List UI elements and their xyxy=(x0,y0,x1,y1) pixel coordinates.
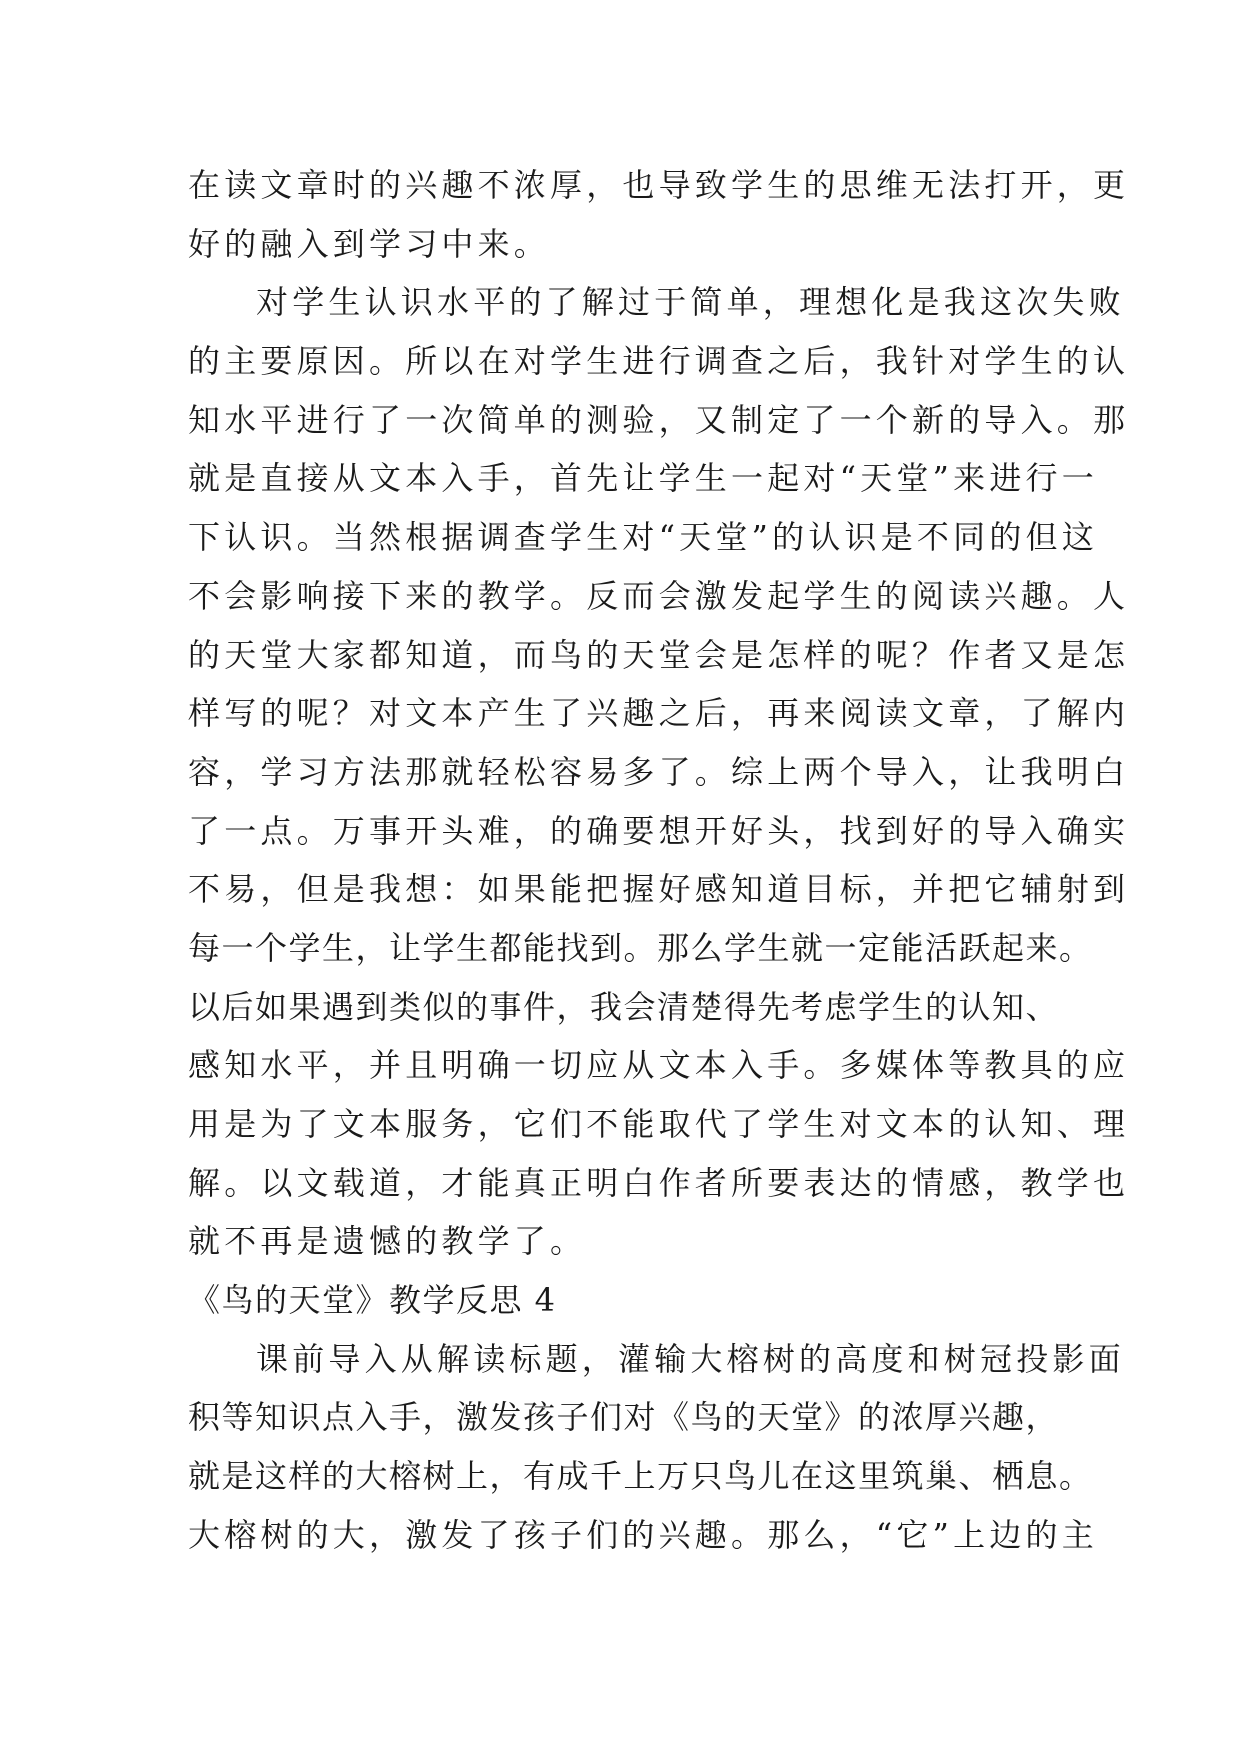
text-line: 不会影响接下来的教学。反而会激发起学生的阅读兴趣。人 xyxy=(188,576,1130,615)
text-line: 不易，但是我想：如果能把握好感知道目标，并把它辅射到 xyxy=(188,870,1130,909)
text-line: 就是直接从文本入手，首先让学生一起对“天堂”来进行一 xyxy=(188,459,1098,498)
text-line: 下认识。当然根据调查学生对“天堂”的认识是不同的但这 xyxy=(188,518,1098,557)
section-heading: 《鸟的天堂》教学反思 4 xyxy=(188,1281,557,1320)
text-line: 就是这样的大榕树上，有成千上万只鸟儿在这里筑巢、栖息。 xyxy=(188,1457,1093,1496)
text-line: 大榕树的大，激发了孩子们的兴趣。那么，“它”上边的主 xyxy=(188,1515,1098,1554)
text-line: 就不再是遗憾的教学了。 xyxy=(188,1222,587,1261)
text-line: 每一个学生，让学生都能找到。那么学生就一定能活跃起来。 xyxy=(188,928,1093,967)
text-line: 容，学习方法那就轻松容易多了。综上两个导入，让我明白 xyxy=(188,752,1130,791)
paragraph-1 xyxy=(188,156,1130,273)
text-line: 对学生认识水平的了解过于简单，理想化是我这次失败 xyxy=(256,283,1125,322)
text-line: 样写的呢？对文本产生了兴趣之后，再来阅读文章，了解内 xyxy=(188,694,1130,733)
text-line: 好的融入到学习中来。 xyxy=(188,224,551,263)
text-line: 感知水平，并且明确一切应从文本入手。多媒体等教具的应 xyxy=(188,1046,1130,1085)
text-line: 的主要原因。所以在对学生进行调查之后，我针对学生的认 xyxy=(188,342,1130,381)
text-line: 解。以文载道，才能真正明白作者所要表达的情感，教学也 xyxy=(188,1163,1130,1202)
text-line: 知水平进行了一次简单的测验，又制定了一个新的导入。那 xyxy=(188,400,1130,439)
text-line: 用是为了文本服务，它们不能取代了学生对文本的认知、理 xyxy=(188,1105,1130,1143)
text-line: 以后如果遇到类似的事件，我会清楚得先考虑学生的认知、 xyxy=(188,987,1060,1026)
text-line: 了一点。万事开头难，的确要想开好头，找到好的导入确实 xyxy=(188,811,1130,850)
paragraph-3 xyxy=(188,1330,1125,1565)
text-line: 积等知识点入手，激发孩子们对《鸟的天堂》的浓厚兴趣， xyxy=(188,1398,1060,1437)
paragraph-2 xyxy=(188,273,1130,1271)
document-body xyxy=(188,156,1130,1565)
text-line: 的天堂大家都知道，而鸟的天堂会是怎样的呢？作者又是怎 xyxy=(188,635,1130,674)
text-line: 在读文章时的兴趣不浓厚，也导致学生的思维无法打开，更 xyxy=(188,166,1130,204)
text-line: 课前导入从解读标题，灌输大榕树的高度和树冠投影面 xyxy=(256,1339,1125,1378)
